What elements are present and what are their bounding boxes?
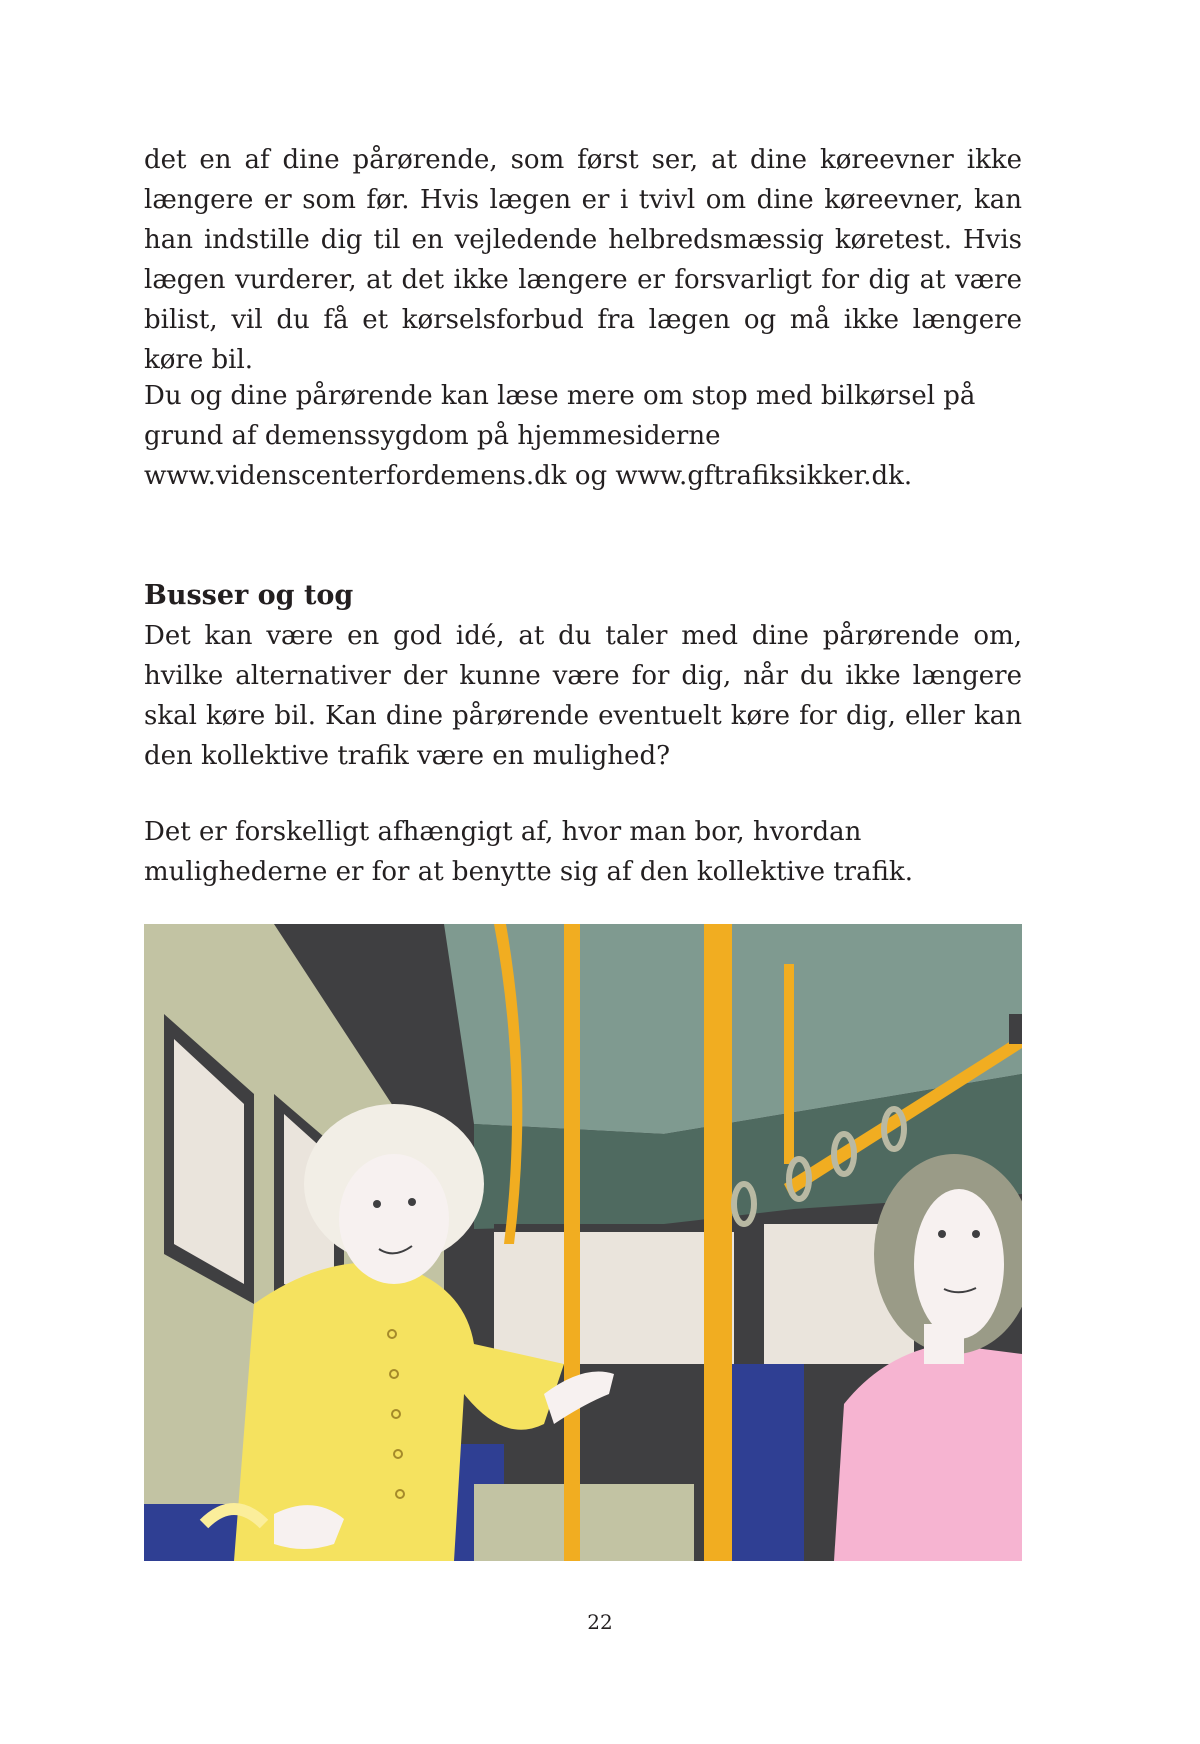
paragraph-public-transport: Det er forskelligt afhængigt af, hvor man bor, hvordan mulighederne er for at benytte sig af den kollektive trafik. bbox=[144, 817, 913, 887]
paragraph-more-info: Du og dine pårørende kan læse mere om stop med bilkørsel på grund af demenssygdom på hjemmesiderne www.videnscenterfordemens.dk og www.gftrafiksikker.dk. bbox=[144, 381, 976, 491]
bus-illustration bbox=[144, 924, 1022, 1561]
section-heading: Busser og tog bbox=[144, 580, 354, 611]
page-number: 22 bbox=[587, 1610, 613, 1634]
paragraph-alternatives: Det kan være en god idé, at du taler med dine pårørende om, hvilke alternativer der kunne være for dig, når du ikke længere skal køre bil. Kan dine pårørende eventuelt køre for dig, eller kan den kollektive trafik være en mulighed? bbox=[144, 621, 1022, 771]
paragraph-driving-ability: det en af dine pårørende, som først ser, at dine køreevner ikke længere er som før. Hvis lægen er i tvivl om dine køreevner, kan han indstille dig til en vejledende helbredsmæssig køretest. Hvis lægen vurderer, at det ikke længere er forsvarligt for dig at være bilist, vil du få et kørselsforbud fra lægen og må ikke længere køre bil. bbox=[144, 145, 1022, 375]
